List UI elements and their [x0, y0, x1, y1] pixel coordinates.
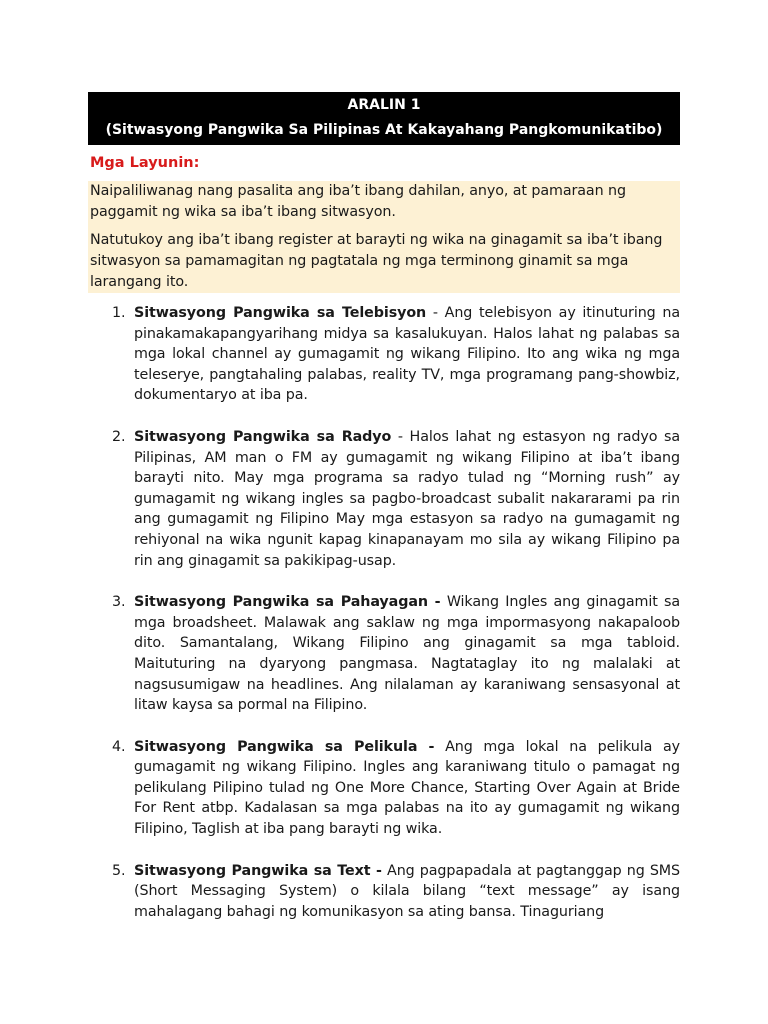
list-number: 4.: [112, 738, 126, 755]
section-term: Sitwasyong Pangwika sa Pahayagan -: [134, 594, 441, 611]
objectives-heading: Mga Layunin:: [90, 155, 200, 171]
list-number: 3.: [112, 594, 126, 611]
sections-list: [88, 303, 680, 922]
list-item: [88, 592, 680, 716]
list-item: [88, 427, 680, 571]
section-text: - Halos lahat ng estasyon ng radyo sa Pilipinas, AM man o FM ay gumagamit ng wikang Filipino at iba’t ibang barayti nito. May mga programa sa radyo tulad ng “Morning rush” ay gumagamit ng wikang ingles sa pagbo-broadcast subalit nakararami pa rin ang gumagamit ng Filipino May mga estasyon sa radyo na gumagamit ng rehiyonal na wika ngunit kapag kinapanayam mo sila ay wikang Filipino pa rin ang ginagamit sa pakikipag-usap.: [134, 428, 680, 569]
list-number: 5.: [112, 862, 126, 879]
list-number: 2.: [112, 428, 126, 445]
document-page: [88, 92, 680, 943]
list-item: [88, 303, 680, 406]
lesson-subtitle: (Sitwasyong Pangwika Sa Pilipinas At Kakayahang Pangkomunikatibo): [105, 122, 663, 138]
section-term: Sitwasyong Pangwika sa Pelikula -: [134, 738, 435, 755]
list-number: 1.: [112, 305, 126, 321]
section-text: - Ang telebisyon ay itinuturing na pinakamakapangyarihang midya sa kasalukuyan. Halos lahat ng palabas sa mga lokal channel ay gumagamit ng wikang Filipino. Ito ang wika ng mga teleserye, pangtahaling palabas, reality TV, mga programang pang-showbiz, dokumentaryo at iba pa.: [134, 305, 680, 404]
section-text: Wikang Ingles ang ginagamit sa mga broadsheet. Malawak ang saklaw ng mga impormasyong nakapaloob dito. Samantalang, Wikang Filipino ang ginagamit sa mga tabloid. Maituturing na dyaryong pangmasa. Nagtataglay ito ng malalaki at nagsusumigaw na headlines. Ang nilalaman ay karaniwang sensasyonal at litaw kaysa sa pormal na Filipino.: [134, 594, 681, 714]
objectives-box: [88, 181, 680, 293]
objective-item: Natutukoy ang iba’t ibang register at barayti ng wika na ginagamit sa iba’t ibang sitwasyon sa pamamagitan ng pagtatala ng mga terminong ginamit sa mga larangang ito.: [90, 232, 663, 290]
lesson-title: ARALIN 1: [347, 97, 421, 113]
list-item: [88, 737, 680, 840]
section-term: Sitwasyong Pangwika sa Radyo: [134, 428, 392, 445]
objective-item: Naipaliliwanag nang pasalita ang iba’t ibang dahilan, anyo, at pamaraan ng paggamit ng wika sa iba’t ibang sitwasyon.: [90, 183, 626, 220]
list-item: [88, 861, 680, 923]
section-term: Sitwasyong Pangwika sa Text -: [134, 862, 382, 879]
section-text: Ang pagpapadala at pagtanggap ng SMS (Short Messaging System) o kilala bilang “text message” ay isang mahalagang bahagi ng komunikasyon sa ating bansa. Tinaguriang: [134, 862, 681, 920]
section-term: Sitwasyong Pangwika sa Telebisyon: [134, 305, 427, 321]
lesson-header: [88, 92, 680, 145]
section-text: Ang mga lokal na pelikula ay gumagamit ng wikang Filipino. Ingles ang karaniwang titulo o pamagat ng pelikulang Pilipino tulad ng One More Chance, Starting Over Again at Bride For Rent atbp. Kadalasan sa mga palabas na ito ay gumagamit ng wikang Filipino, Taglish at iba pang barayti ng wika.: [134, 738, 680, 838]
